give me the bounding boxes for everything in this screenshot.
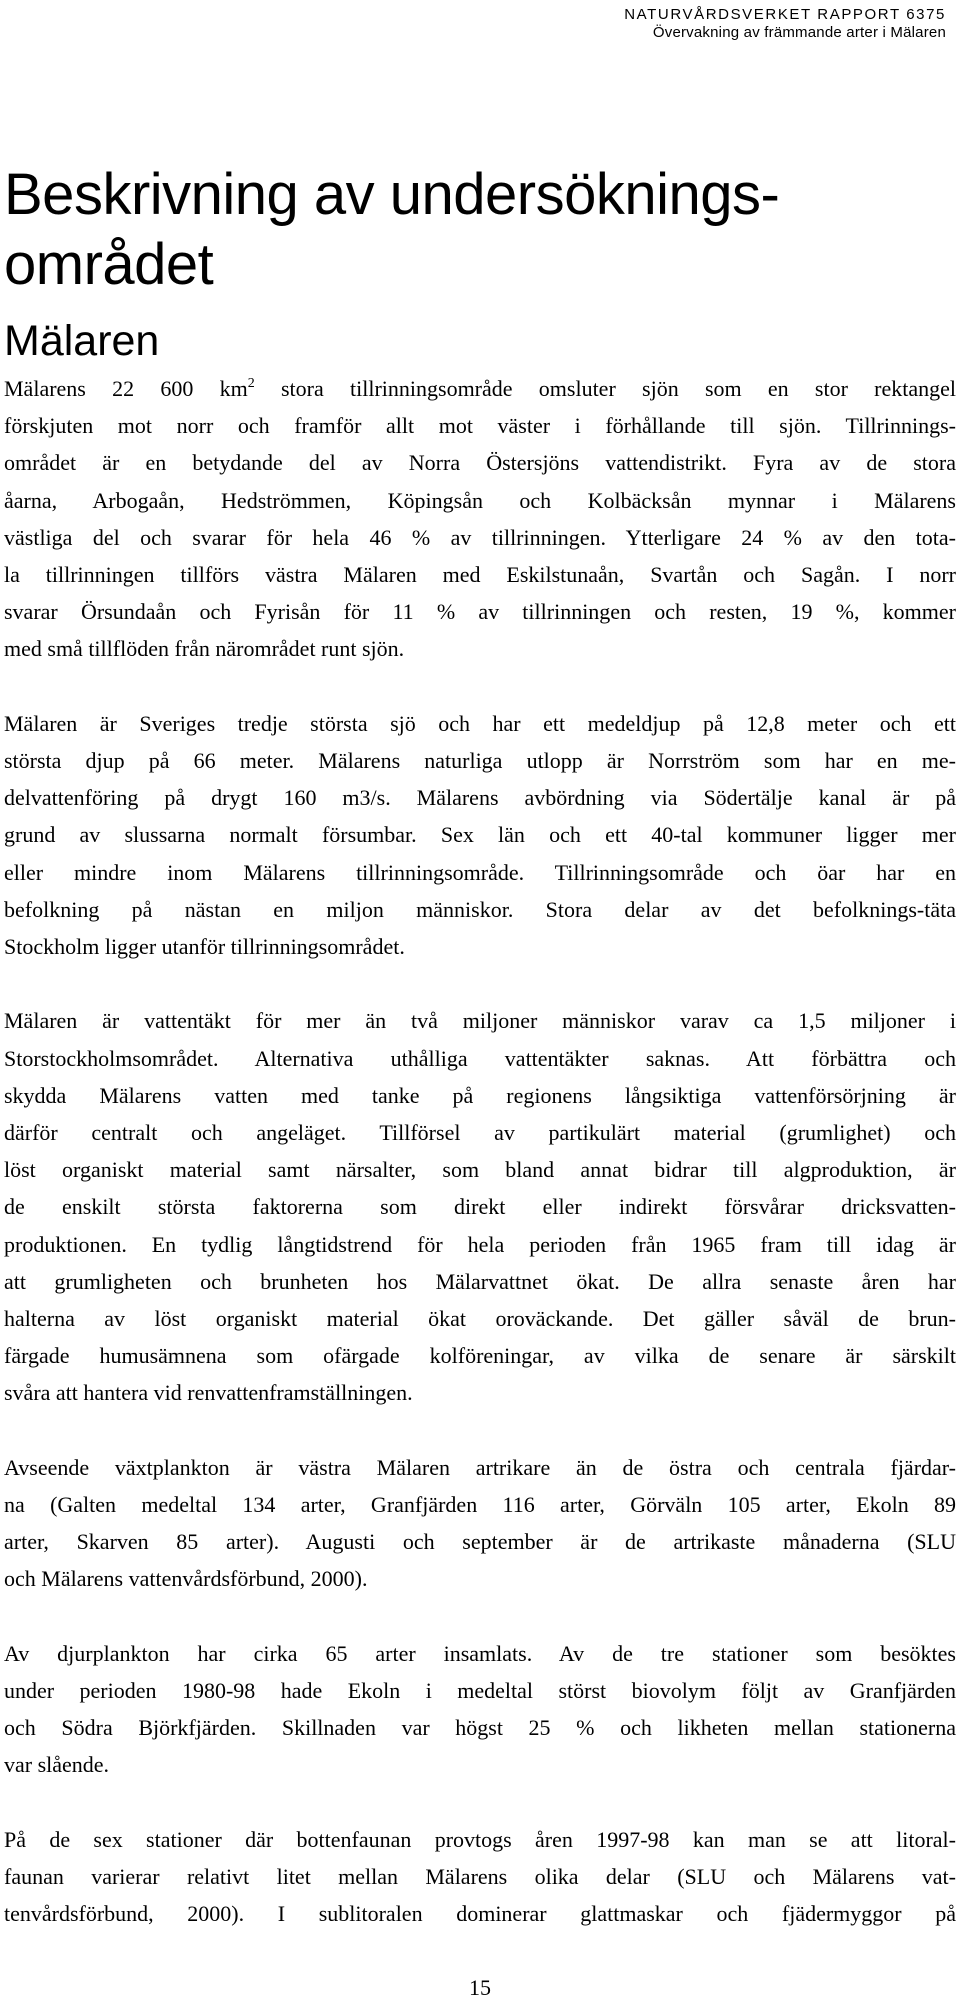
- page-title-line-1: Beskrivning av undersöknings-: [4, 162, 780, 227]
- page-number: 15: [469, 1975, 491, 2000]
- paragraph-4: [4, 1449, 956, 1598]
- paragraph-line: faunan varierar relativt litet mellan Mälarens olika delar (SLU och Mälarens vat-: [4, 1864, 956, 1890]
- line-rest: stora tillrinningsområde omsluter sjön som en stor rektangel: [254, 376, 956, 401]
- paragraph-line: befolkning på nästan en miljon människor. Stora delar av det befolknings-täta: [4, 896, 956, 922]
- paragraph-line: Storstockholmsområdet. Alternativa uthålliga vattentäkter saknas. Att förbättra och: [4, 1045, 956, 1071]
- running-header: [624, 6, 946, 42]
- paragraph-line: och Södra Björkfjärden. Skillnaden var högst 25 % och likheten mellan stationerna: [4, 1715, 956, 1741]
- paragraph-line: löst organiskt material samt närsalter, som bland annat bidrar till algproduktion, är: [4, 1157, 956, 1183]
- paragraph-3: [4, 1002, 956, 1411]
- paragraph-line: Av djurplankton har cirka 65 arter insamlats. Av de tre stationer som besöktes: [4, 1640, 956, 1666]
- paragraph-line: skydda Mälarens vatten med tanke på regionens långsiktiga vattenförsörjning är: [4, 1082, 956, 1108]
- header-report-subtitle: Övervakning av främmande arter i Mälaren: [652, 24, 946, 41]
- paragraph-line: produktionen. En tydlig långtidstrend för hela perioden från 1965 fram till idag är: [4, 1231, 956, 1257]
- page-title: [4, 160, 944, 300]
- paragraph-line: Mälaren är Sveriges tredje största sjö och har ett medeldjup på 12,8 meter och ett: [4, 710, 956, 736]
- paragraph-line: delvattenföring på drygt 160 m3/s. Mälarens avbördning via Södertälje kanal är på: [4, 785, 956, 811]
- header-report-title: NATURVÅRDSVERKET RAPPORT 6375: [624, 6, 946, 23]
- paragraph-line: tenvårdsförbund, 2000). I sublitoralen dominerar glattmaskar och fjädermyggor på: [4, 1901, 956, 1927]
- paragraph-line: att grumligheten och brunheten hos Mälarvattnet ökat. De allra senaste åren har: [4, 1268, 956, 1294]
- superscript-2: 2: [247, 376, 255, 391]
- paragraph-line: Avseende växtplankton är västra Mälaren artrikare än de östra och centrala fjärdar-: [4, 1454, 956, 1480]
- paragraph-line: [4, 370, 956, 407]
- body-text: [4, 370, 956, 1970]
- page-title-line-2: området: [4, 232, 214, 297]
- paragraph-line: På de sex stationer där bottenfaunan provtogs åren 1997-98 kan man se att litoral-: [4, 1826, 956, 1852]
- paragraph-line: färgade humusämnena som ofärgade kolföreningar, av vilka de senare är särskilt: [4, 1343, 956, 1369]
- paragraph-6: [4, 1821, 956, 1933]
- paragraph-line: de enskilt största faktorerna som direkt eller indirekt försvårar dricksvatten-: [4, 1194, 956, 1220]
- paragraph-line: eller mindre inom Mälarens tillrinningsområde. Tillrinningsområde och öar har en: [4, 859, 956, 885]
- paragraph-line: förskjuten mot norr och framför allt mot väster i förhållande till sjön. Tillrinnings-: [4, 413, 956, 439]
- paragraph-line: arter, Skarven 85 arter). Augusti och september är de artrikaste månaderna (SLU: [4, 1529, 956, 1555]
- paragraph-line: grund av slussarna normalt försumbar. Sex län och ett 40-tal kommuner ligger mer: [4, 822, 956, 848]
- paragraph-line: med små tillflöden från närområdet runt sjön.: [4, 636, 405, 662]
- paragraph-line: västliga del och svarar för hela 46 % av tillrinningen. Ytterligare 24 % av den tota-: [4, 524, 956, 550]
- paragraph-line: största djup på 66 meter. Mälarens naturliga utlopp är Norrström som har en me-: [4, 748, 956, 774]
- paragraph-line: området är en betydande del av Norra Östersjöns vattendistrikt. Fyra av de stora: [4, 450, 956, 476]
- section-heading: Mälaren: [4, 317, 160, 365]
- paragraph-line: och Mälarens vattenvårdsförbund, 2000).: [4, 1566, 368, 1592]
- paragraph-line: därför centralt och angeläget. Tillförsel av partikulärt material (grumlighet) och: [4, 1120, 956, 1146]
- paragraph-line: na (Galten medeltal 134 arter, Granfjärden 116 arter, Görväln 105 arter, Ekoln 89: [4, 1492, 956, 1518]
- paragraph-line: halterna av löst organiskt material ökat oroväckande. Det gäller såväl de brun-: [4, 1306, 956, 1332]
- paragraph-line: var slående.: [4, 1752, 110, 1778]
- paragraph-line: Stockholm ligger utanför tillrinningsområdet.: [4, 934, 405, 960]
- paragraph-1: [4, 370, 956, 668]
- paragraph-line: under perioden 1980-98 hade Ekoln i medeltal störst biovolym följt av Granfjärden: [4, 1678, 956, 1704]
- paragraph-line: Mälaren är vattentäkt för mer än två miljoner människor varav ca 1,5 miljoner i: [4, 1008, 956, 1034]
- paragraph-line: svarar Örsundaån och Fyrisån för 11 % av tillrinningen och resten, 19 %, kommer: [4, 599, 956, 625]
- paragraph-line: svåra att hantera vid renvattenframställningen.: [4, 1380, 413, 1406]
- paragraph-2: [4, 705, 956, 965]
- paragraph-line: la tillrinningen tillförs västra Mälaren med Eskilstunaån, Svartån och Sagån. I norr: [4, 562, 956, 588]
- paragraph-line: åarna, Arbogaån, Hedströmmen, Köpingsån och Kolbäcksån mynnar i Mälarens: [4, 487, 956, 513]
- line-start: Mälarens 22 600 km: [4, 376, 248, 401]
- paragraph-5: [4, 1635, 956, 1784]
